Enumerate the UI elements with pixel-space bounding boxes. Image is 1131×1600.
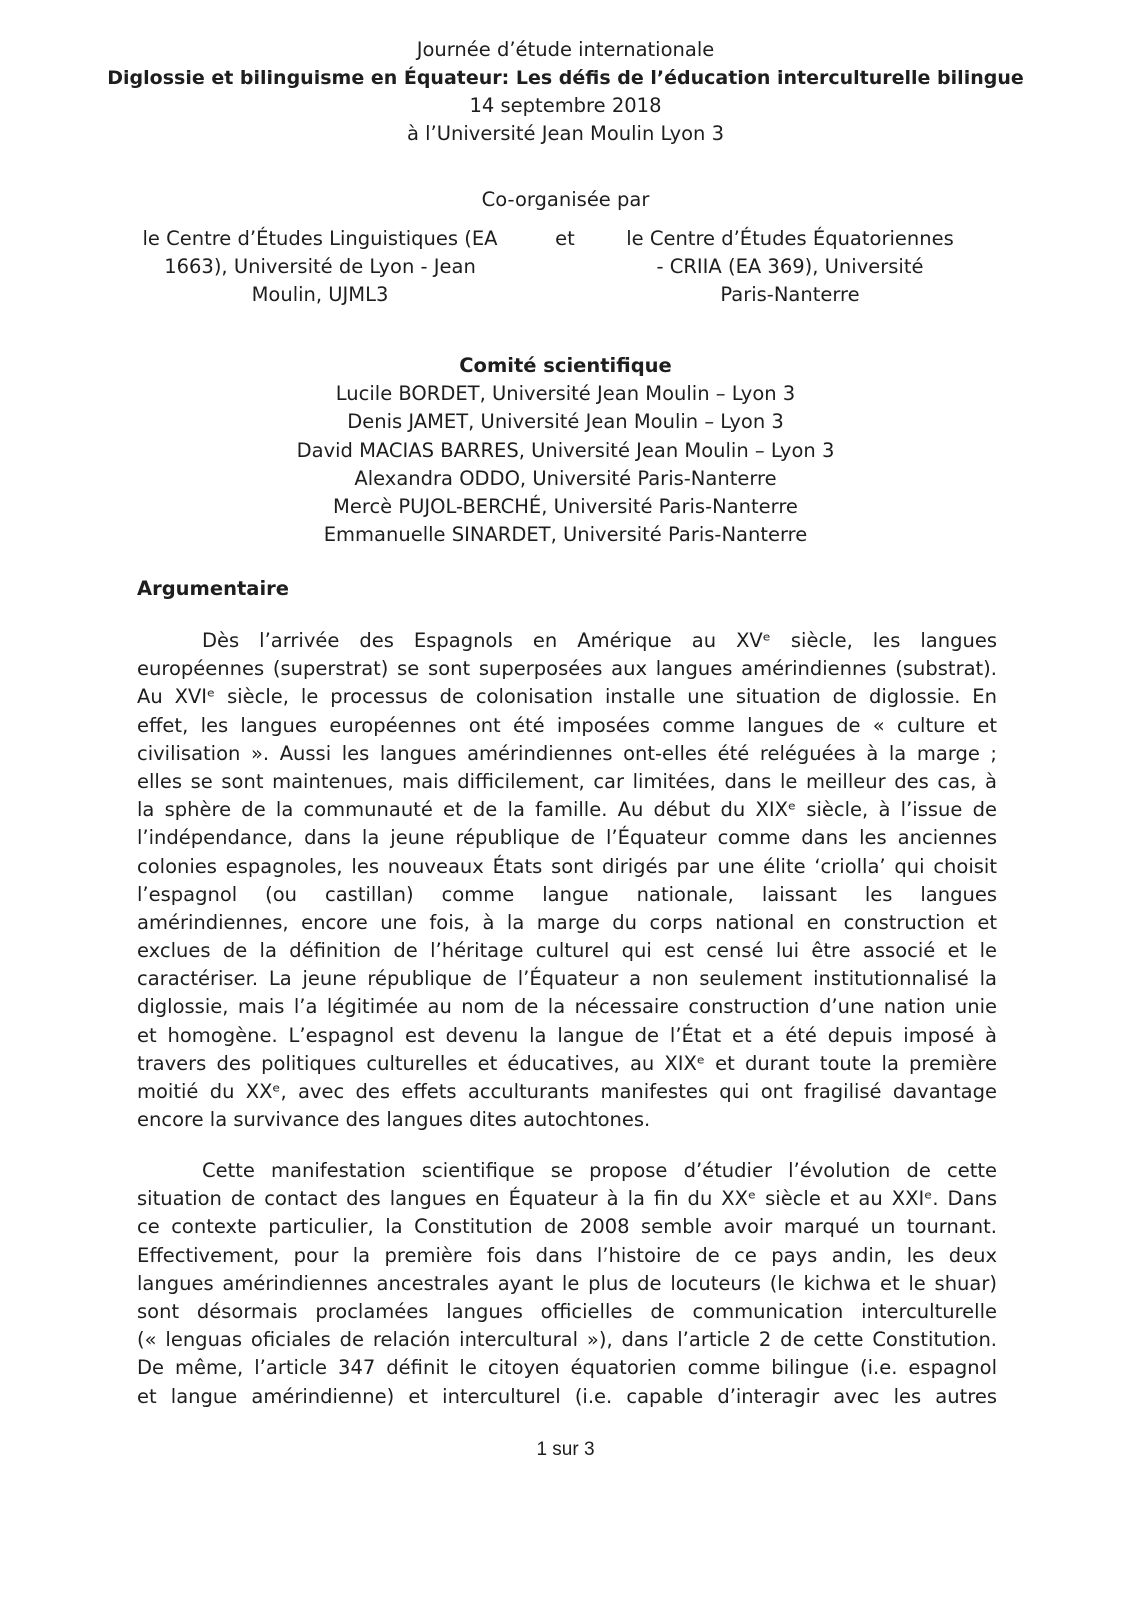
committee-member: David MACIAS BARRES, Université Jean Moulin – Lyon 3 xyxy=(296,438,835,462)
committee-member: Alexandra ODDO, Université Paris-Nanterre xyxy=(354,466,777,490)
organizer-right-line: Paris-Nanterre xyxy=(720,283,860,306)
organizer-right xyxy=(610,225,970,309)
event-title: Diglossie et bilinguisme en Équateur: Les défis de l’éducation interculturelle bilingue xyxy=(107,67,1024,89)
paragraph-line: civilisation ». Aussi les langues amérindiennes ont-elles été reléguées à la marge ; xyxy=(137,741,997,765)
paragraph-line: langues amérindiennes ancestrales ayant le plus de locuteurs (le kichwa et le shuar) xyxy=(137,1271,997,1295)
paragraph-line: la sphère de la communauté et de la famille. Au début du XIXᵉ siècle, à l’issue de xyxy=(137,798,997,822)
committee-member: Emmanuelle SINARDET, Université Paris-Nanterre xyxy=(323,523,808,547)
paragraph-line: sont désormais proclamées langues officielles de communication interculturelle xyxy=(137,1299,997,1323)
paragraph-line: travers des politiques culturelles et éducatives, au XIXᵉ et durant toute la première xyxy=(137,1051,997,1075)
organizer-left xyxy=(130,225,510,309)
paragraph-line: européennes (superstrat) se sont superposées aux langues amérindiennes (substrat). xyxy=(137,657,997,681)
paragraph-line: et langue amérindienne) et interculturel (i.e. capable d’interagir avec les autres xyxy=(137,1384,997,1408)
committee-member: Lucile BORDET, Université Jean Moulin – Lyon 3 xyxy=(335,382,796,406)
organizer-left-line: Moulin, UJML3 xyxy=(251,283,389,306)
paragraph-line: Dès l’arrivée des Espagnols en Amérique au XVᵉ siècle, les langues xyxy=(202,629,997,652)
paragraph-1 xyxy=(137,627,997,1134)
paragraph-line: et homogène. L’espagnol est devenu la langue de l’État et a été depuis imposé à xyxy=(137,1023,997,1047)
paragraph-2 xyxy=(137,1157,997,1411)
paragraph-line: l’espagnol (ou castillan) comme langue nationale, laissant les langues xyxy=(137,882,997,906)
paragraph-line: amérindiennes, encore une fois, à la marge du corps national en construction et xyxy=(137,910,997,934)
committee-member: Mercè PUJOL-BERCHÉ, Université Paris-Nanterre xyxy=(333,495,798,519)
organizer-left-line: 1663), Université de Lyon - Jean xyxy=(164,255,476,278)
paragraph-line: caractériser. La jeune république de l’Équateur a non seulement institutionnalisé la xyxy=(137,967,997,991)
event-type: Journée d’étude internationale xyxy=(416,38,715,61)
organizer-conjunction: et xyxy=(555,227,575,250)
committee-member: Denis JAMET, Université Jean Moulin – Lyon 3 xyxy=(347,410,784,434)
paragraph-line: l’indépendance, dans la jeune république de l’Équateur comme dans les anciennes xyxy=(137,826,997,850)
event-date: 14 septembre 2018 xyxy=(469,94,662,117)
organizer-right-line: le Centre d’Études Équatoriennes xyxy=(626,227,954,250)
paragraph-line: De même, l’article 347 définit le citoyen équatorien comme bilingue (i.e. espagnol xyxy=(137,1356,997,1380)
organizer-left-line: le Centre d’Études Linguistiques (EA xyxy=(142,227,498,250)
section-title-argumentaire: Argumentaire xyxy=(137,577,289,600)
paragraph-line: ce contexte particulier, la Constitution de 2008 semble avoir marqué un tournant. xyxy=(137,1215,997,1239)
organizer-right-line: - CRIIA (EA 369), Université xyxy=(656,255,924,278)
event-venue: à l’Université Jean Moulin Lyon 3 xyxy=(406,122,725,145)
paragraph-line: diglossie, mais l’a légitimée au nom de la nécessaire construction d’une nation unie xyxy=(137,995,997,1019)
paragraph-line: (« lenguas oficiales de relación intercultural »), dans l’article 2 de cette Constitution. xyxy=(137,1328,997,1352)
paragraph-line: effet, les langues européennes ont été imposées comme langues de « culture et xyxy=(137,713,997,737)
paragraph-line: Effectivement, pour la première fois dans l’histoire de ce pays andin, les deux xyxy=(137,1243,997,1267)
scientific-committee xyxy=(0,352,1131,549)
paragraph-line: Cette manifestation scientifique se propose d’étudier l’évolution de cette xyxy=(202,1159,997,1182)
paragraph-line: elles se sont maintenues, mais difficilement, car limitées, dans le meilleur des cas, à xyxy=(137,769,997,793)
paragraph-line: colonies espagnoles, les nouveaux États sont dirigés par une élite ‘criolla’ qui choisit xyxy=(137,854,997,878)
page-number: 1 sur 3 xyxy=(536,1439,595,1460)
co-organized-label: Co-organisée par xyxy=(481,188,650,211)
paragraph-line: situation de contact des langues en Équateur à la fin du XXᵉ siècle et au XXIᵉ. Dans xyxy=(137,1187,997,1211)
committee-title: Comité scientifique xyxy=(459,354,672,377)
paragraph-line: encore la survivance des langues dites autochtones. xyxy=(137,1108,651,1132)
paragraph-line: exclues de la définition de l’héritage culturel qui est censé lui être associé et le xyxy=(137,939,997,963)
paragraph-line: Au XVIᵉ siècle, le processus de colonisation installe une situation de diglossie. En xyxy=(137,685,997,709)
paragraph-line: moitié du XXᵉ, avec des effets acculturants manifestes qui ont fragilisé davantage xyxy=(137,1080,997,1103)
